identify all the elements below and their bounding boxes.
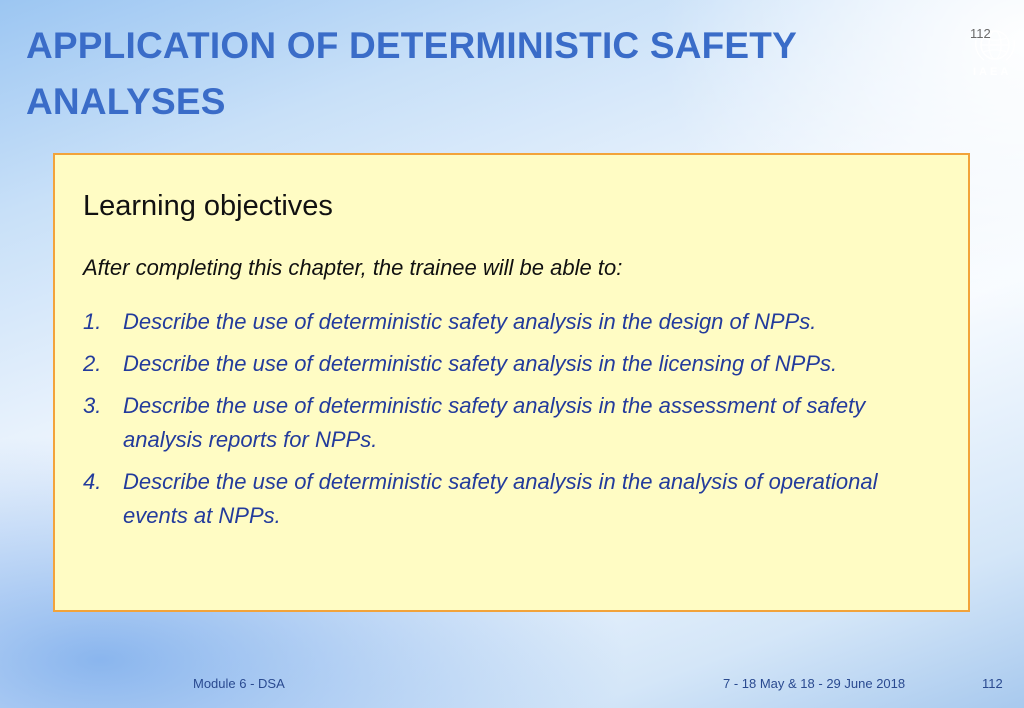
list-item-number: 1.	[83, 309, 102, 334]
objectives-heading: Learning objectives	[83, 190, 333, 222]
objectives-intro: After completing this chapter, the trainee will be able to:	[83, 255, 623, 280]
iaea-logo-text: IAEA	[973, 66, 1012, 78]
objectives-list	[83, 305, 943, 541]
page-number-top: 112	[970, 26, 991, 41]
list-item	[83, 389, 943, 457]
list-item	[83, 305, 943, 339]
footer-module: Module 6 - DSA	[193, 676, 285, 691]
list-item	[83, 347, 943, 381]
list-item-number: 4.	[83, 469, 102, 494]
list-item-text: Describe the use of deterministic safety analysis in the licensing of NPPs.	[123, 351, 838, 376]
footer-dates: 7 - 18 May & 18 - 29 June 2018	[723, 676, 906, 691]
list-item-number: 2.	[83, 351, 102, 376]
list-item-text: Describe the use of deterministic safety analysis in the assessment of safety analysis reports for NPPs.	[123, 393, 866, 452]
list-item-text: Describe the use of deterministic safety analysis in the analysis of operational events at NPPs.	[123, 469, 878, 528]
footer-page-number: 112	[982, 676, 1003, 691]
learning-objectives-box	[53, 153, 970, 612]
list-item-number: 3.	[83, 393, 102, 418]
list-item	[83, 465, 943, 533]
slide-title: APPLICATION OF DETERMINISTIC SAFETY ANALYSES	[26, 25, 797, 122]
list-item-text: Describe the use of deterministic safety analysis in the design of NPPs.	[123, 309, 817, 334]
